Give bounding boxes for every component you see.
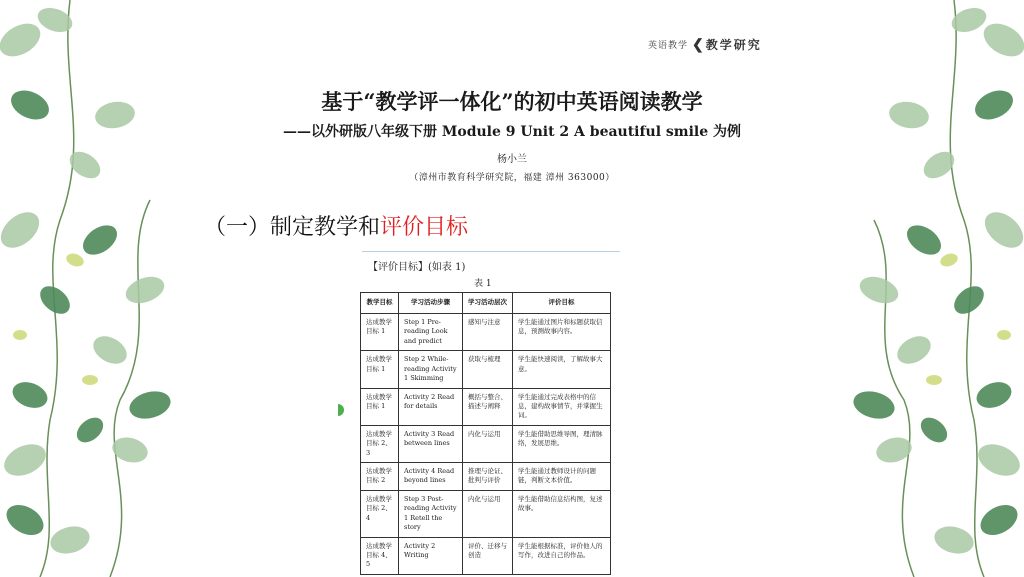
cell-evaluation: 学生能通过完成表格中的信息，建构故事情节，并掌握生词。 xyxy=(513,388,611,425)
slide-marker xyxy=(338,404,344,416)
table-caption: 表 1 xyxy=(474,279,492,289)
divider-line xyxy=(362,251,620,252)
header-teaching-goal: 教学目标 xyxy=(361,293,399,314)
cell-level: 推理与论证、批判与评价 xyxy=(463,463,513,491)
cell-level: 概括与整合、描述与阐释 xyxy=(463,388,513,425)
cell-goal: 达成教学目标 1 xyxy=(361,351,399,388)
cell-evaluation: 学生能通过教师设计的问题链，判断文本价值。 xyxy=(513,463,611,491)
cell-evaluation: 学生能借助信息结构图，复述故事。 xyxy=(513,490,611,537)
cell-goal: 达成教学目标 4、5 xyxy=(361,537,399,574)
cell-level: 内化与运用 xyxy=(463,490,513,537)
cell-level: 评价、迁移与创造 xyxy=(463,537,513,574)
category-label: 英语教学 xyxy=(648,41,689,51)
table-row xyxy=(361,490,611,537)
section-heading-highlight: 评价目标 xyxy=(380,215,469,240)
header-evaluation-goal: 评价目标 xyxy=(513,293,611,314)
cell-step: Activity 2 Writing xyxy=(399,537,463,574)
cell-evaluation: 学生能快速阅读，了解故事大意。 xyxy=(513,351,611,388)
table-row xyxy=(361,463,611,491)
evaluation-goal-label: 【评价目标】(如表 1) xyxy=(368,262,466,273)
cell-evaluation: 学生能根据标准，评价他人的写作，改进自己的作品。 xyxy=(513,537,611,574)
header-activity-step: 学习活动步骤 xyxy=(399,293,463,314)
cell-evaluation: 学生能通过图片和标题获取信息，预测故事内容。 xyxy=(513,314,611,351)
table-header-row xyxy=(361,293,611,314)
table-row xyxy=(361,425,611,462)
cell-step: Step 2 While-reading Activity 1 Skimming xyxy=(399,351,463,388)
cell-step: Step 3 Post-reading Activity 1 Retell the story xyxy=(399,490,463,537)
column-label: 教学研究 xyxy=(705,38,762,52)
evaluation-goals-table xyxy=(360,292,611,575)
cell-level: 感知与注意 xyxy=(463,314,513,351)
paper-author: 杨小兰 xyxy=(497,154,527,165)
cell-goal: 达成教学目标 2、3 xyxy=(361,425,399,462)
cell-level: 获取与梳理 xyxy=(463,351,513,388)
cell-goal: 达成教学目标 1 xyxy=(361,388,399,425)
paper-title: 基于“教学评一体化”的初中英语阅读教学 xyxy=(321,89,703,114)
cell-goal: 达成教学目标 2、4 xyxy=(361,490,399,537)
paper-affiliation: （漳州市教育科学研究院，福建 漳州 363000） xyxy=(409,173,615,183)
table-row xyxy=(361,388,611,425)
cell-level: 内化与运用 xyxy=(463,425,513,462)
journal-column-tag xyxy=(648,36,762,53)
header-activity-level: 学习活动层次 xyxy=(463,293,513,314)
section-heading-prefix: （一）制定教学和 xyxy=(204,215,381,240)
chevron-left-icon: ❮ xyxy=(692,36,704,53)
cell-step: Activity 4 Read beyond lines xyxy=(399,463,463,491)
section-heading xyxy=(204,210,468,241)
cell-step: Activity 3 Read between lines xyxy=(399,425,463,462)
table-row xyxy=(361,537,611,574)
cell-step: Activity 2 Read for details xyxy=(399,388,463,425)
cell-step: Step 1 Pre-reading Look and predict xyxy=(399,314,463,351)
paper-subtitle: ——以外研版八年级下册 Module 9 Unit 2 A beautiful smile 为例 xyxy=(282,124,742,140)
table-row xyxy=(361,314,611,351)
table-row xyxy=(361,351,611,388)
cell-goal: 达成教学目标 2 xyxy=(361,463,399,491)
cell-goal: 达成教学目标 1 xyxy=(361,314,399,351)
cell-evaluation: 学生能借助思维导图，理清脉络，发展思维。 xyxy=(513,425,611,462)
